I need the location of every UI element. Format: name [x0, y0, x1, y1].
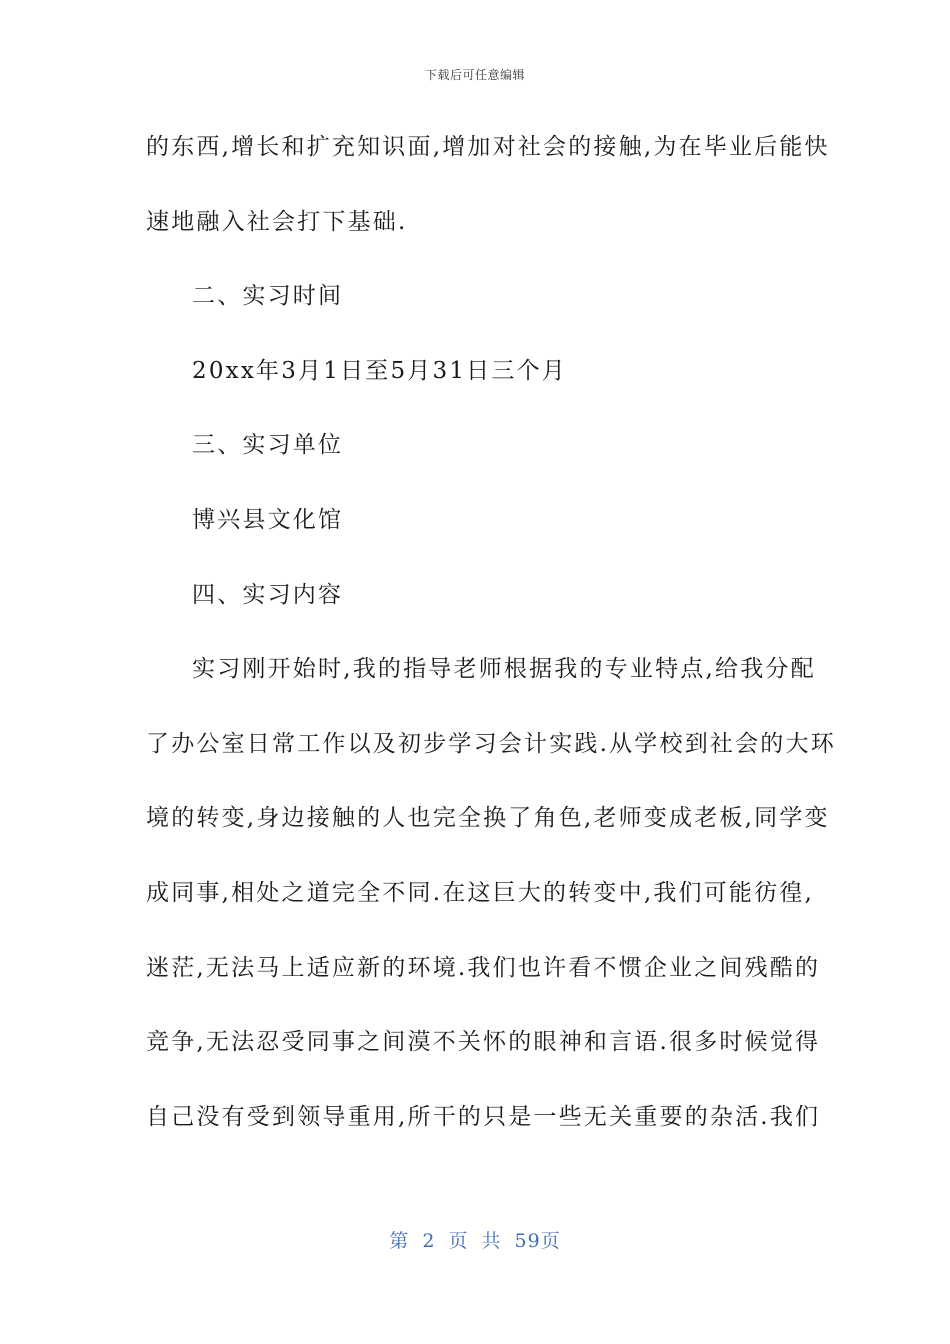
text-line: 自己没有受到领导重用,所干的只是一些无关重要的杂活.我们	[146, 1103, 821, 1130]
text-line: 实习刚开始时,我的指导老师根据我的专业特点,给我分配	[192, 656, 816, 683]
section-heading-unit: 三、实习单位	[192, 432, 344, 459]
text-line: 博兴县文化馆	[192, 506, 344, 533]
text-line: 成同事,相处之道完全不同.在这巨大的转变中,我们可能彷徨,	[146, 879, 815, 906]
document-body	[146, 122, 836, 1166]
section-heading-time: 二、实习时间	[192, 283, 344, 310]
text-line: 迷茫,无法马上适应新的环境.我们也许看不惯企业之间残酷的	[146, 954, 821, 981]
text-line: 20xx年3月1日至5月31日三个月	[192, 357, 567, 384]
text-line: 竞争,无法忍受同事之间漠不关怀的眼神和言语.很多时候觉得	[146, 1029, 821, 1056]
header-note: 下载后可任意编辑	[424, 68, 525, 82]
text-line: 速地融入社会打下基础.	[146, 208, 408, 235]
section-heading-content: 四、实习内容	[192, 581, 344, 608]
page-number: 第 2 页 共 59页	[389, 1230, 561, 1252]
text-line: 的东西,增长和扩充知识面,增加对社会的接触,为在毕业后能快	[146, 134, 830, 160]
text-line: 了办公室日常工作以及初步学习会计实践.从学校到社会的大环	[146, 730, 836, 757]
text-line: 境的转变,身边接触的人也完全换了角色,老师变成老板,同学变	[146, 805, 830, 832]
